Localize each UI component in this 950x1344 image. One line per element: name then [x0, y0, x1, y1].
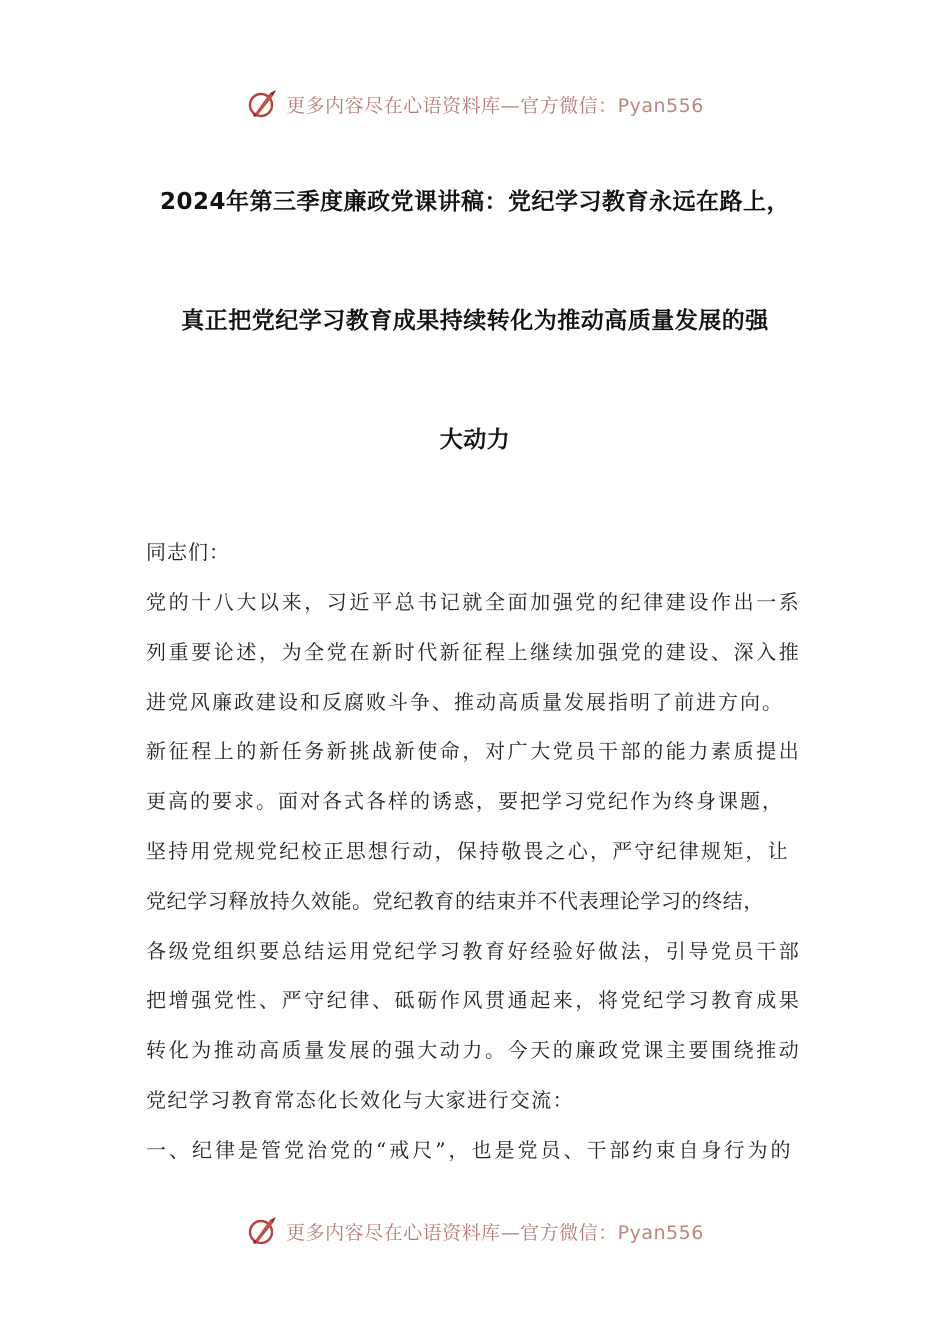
body-line: 更高的要求。面对各式各样的诱惑，要把学习党纪作为终身课题，	[146, 789, 784, 814]
salutation-text: 同志们：	[146, 540, 230, 564]
footer-watermark	[0, 1211, 950, 1251]
body-line: 党的十八大以来，习近平总书记就全面加强党的纪律建设作出一系	[146, 590, 802, 614]
watermark-wechat-id: Pyan556	[617, 94, 704, 117]
body-line: 党纪学习释放持久效能。党纪教育的结束并不代表理论学习的终结，	[146, 888, 764, 913]
body-line: 列重要论述，为全党在新时代新征程上继续加强党的建设、深入推	[146, 639, 802, 664]
salutation	[146, 528, 826, 578]
quill-pen-logo-icon	[246, 88, 278, 120]
title-line-2: 真正把党纪学习教育成果持续转化为推动高质量发展的强	[181, 308, 769, 334]
body-line: 坚持用党规党纪校正思想行动，保持敬畏之心，严守纪律规矩，让	[146, 838, 790, 863]
watermark-text	[286, 1218, 704, 1245]
body-line: 把增强党性、严守纪律、砥砺作风贯通起来，将党纪学习教育成果	[146, 988, 802, 1013]
watermark-label: 更多内容尽在心语资料库—官方微信：	[286, 94, 618, 117]
body-line: 转化为推动高质量发展的强大动力。今天的廉政党课主要围绕推动	[146, 1038, 802, 1063]
body-line: 新征程上的新任务新挑战新使命，对广大党员干部的能力素质提出	[146, 739, 802, 764]
title-line-3: 大动力	[439, 427, 511, 453]
watermark-label: 更多内容尽在心语资料库—官方微信：	[286, 1221, 618, 1244]
body-line: 各级党组织要总结运用党纪学习教育好经验好做法，引导党员干部	[146, 938, 802, 963]
body-line: 一、纪律是管党治党的“戒尺”，也是党员、干部约束自身行为的	[146, 1137, 794, 1162]
title-line-1: 2024年第三季度廉政党课讲稿：党纪学习教育永远在路上，	[159, 189, 790, 215]
quill-pen-logo-icon	[246, 1215, 278, 1247]
header-watermark	[0, 84, 950, 124]
body-line: 进党风廉政建设和反腐败斗争、推动高质量发展指明了前进方向。	[146, 689, 784, 714]
body-line: 党纪学习教育常态化长效化与大家进行交流：	[146, 1087, 574, 1112]
watermark-wechat-id: Pyan556	[617, 1221, 704, 1244]
body-paragraph	[146, 578, 826, 1176]
watermark-text	[286, 91, 704, 118]
